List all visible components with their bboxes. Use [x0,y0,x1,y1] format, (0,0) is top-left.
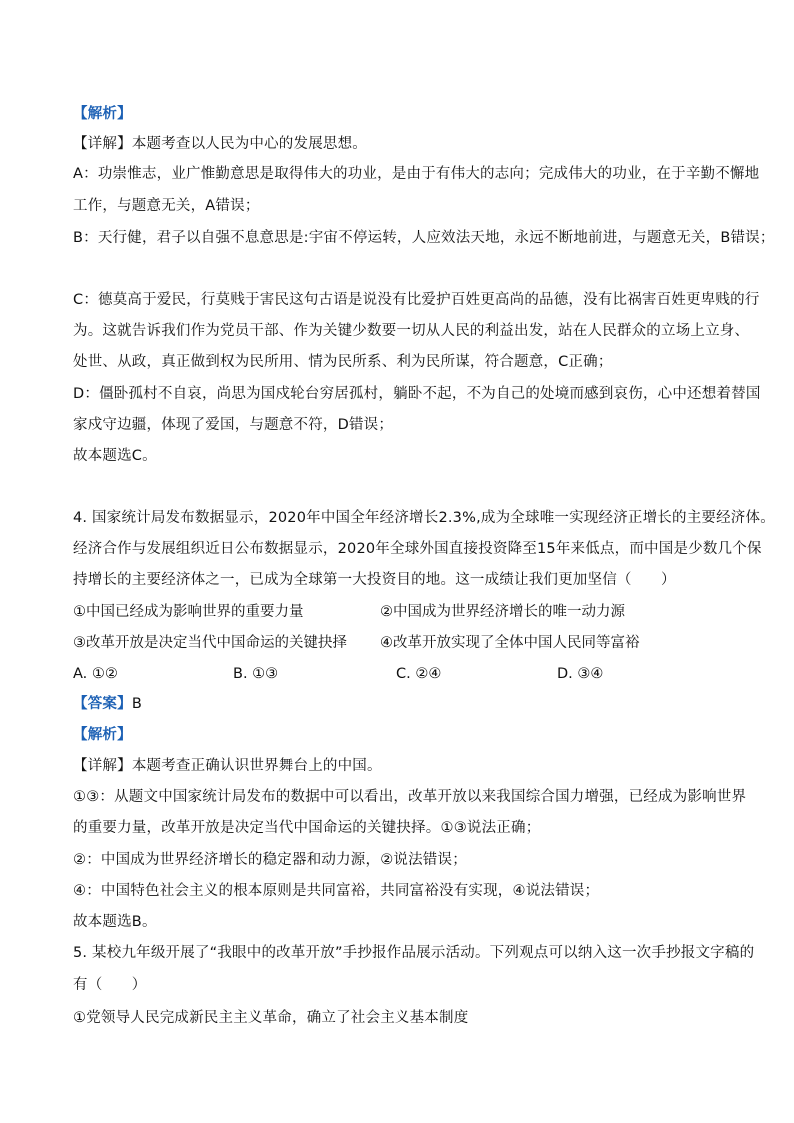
conclusion-2: 故本题选B。 [73,914,157,930]
question-4-line-2: 经济合作与发展组织近日公布数据显示，2020年全球外国直接投资降至15年来低点，而中国是少数几个保 [73,541,762,557]
question-4-statement-2: ②中国成为世界经济增长的唯一动力源 [380,604,625,620]
option-d-line-1: D：僵卧孤村不自哀，尚思为国戍轮台穷居孤村，躺卧不起，不为自己的处境而感到哀伤，心中还想着替国 [73,386,761,402]
answer-value: B [131,696,142,712]
detail-line-2 [73,756,733,776]
question-4-option-d: D. ③④ [557,666,604,682]
option-a-line-2: 工作，与题意无关，A错误； [73,198,260,214]
option-b-line-1: B：天行健，君子以自强不息意思是:宇宙不停运转，人应效法天地，永远不断地前进，与题意无关，B错误； [73,230,775,246]
answer-line [73,694,733,714]
question-4-option-a: A. ①② [73,666,118,682]
explanation-line-3: ②：中国成为世界经济增长的稳定器和动力源，②说法错误； [73,852,467,868]
question-4-line-3: 持增长的主要经济体之一，已成为全球第一大投资目的地。这一成绩让我们更加坚信（ ） [73,572,676,588]
question-4-statement-1: ①中国已经成为影响世界的重要力量 [73,604,304,620]
question-4-line-1: 4. 国家统计局发布数据显示，2020年中国全年经济增长2.3%,成为全球唯一实现经济正增长的主要经济体。 [73,510,775,526]
conclusion-1: 故本题选C。 [73,448,157,464]
question-5-statement-1: ①党领导人民完成新民主主义革命，确立了社会主义基本制度 [73,1010,469,1026]
detail-tag-2: 【详解】 [73,758,132,774]
question-4-option-b: B. ①③ [233,666,279,682]
detail-text: 本题考查以人民为中心的发展思想。 [131,136,368,152]
explanation-line-2: 的重要力量，改革开放是决定当代中国命运的关键抉择。①③说法正确； [73,820,541,836]
question-4-option-c: C. ②④ [396,666,442,682]
detail-line [73,134,733,154]
question-5-line-1: 5. 某校九年级开展了“我眼中的改革开放”手抄报作品展示活动。下列观点可以纳入这一次手抄报文字稿的 [73,945,755,961]
option-c-line-3: 处世、从政，真正做到权为民所用、情为民所系、利为民所谋，符合题意，C正确； [73,354,613,370]
analysis-tag-2: 【解析】 [73,727,132,743]
analysis-heading [73,104,733,124]
question-4-statement-4: ④改革开放实现了全体中国人民同等富裕 [380,635,640,651]
answer-tag: 【答案】 [73,696,132,712]
explanation-line-1: ①③：从题文中国家统计局发布的数据中可以看出，改革开放以来我国综合国力增强，已经成为影响世界 [73,789,747,805]
explanation-line-4: ④：中国特色社会主义的根本原则是共同富裕，共同富裕没有实现，④说法错误； [73,883,600,899]
option-a-line-1: A：功崇惟志，业广惟勤意思是取得伟大的功业，是由于有伟大的志向；完成伟大的功业，在于辛勤不懈地 [73,166,760,182]
option-c-line-2: 为。这就告诉我们作为党员干部、作为关键少数要一切从人民的利益出发，站在人民群众的立场上立身、 [73,323,750,339]
option-c-line-1: C：德莫高于爱民，行莫贱于害民这句古语是说没有比爱护百姓更高尚的品德，没有比祸害百姓更卑贱的行 [73,292,760,308]
detail-tag: 【详解】 [73,136,132,152]
analysis-heading-2 [73,725,733,745]
question-5-line-2: 有（ ） [73,977,147,993]
option-d-line-2: 家戍守边疆，体现了爱国，与题意不符，D错误； [73,417,394,433]
analysis-tag: 【解析】 [73,106,132,122]
question-4-statement-3: ③改革开放是决定当代中国命运的关键抉择 [73,635,347,651]
detail-text-2: 本题考查正确认识世界舞台上的中国。 [131,758,382,774]
